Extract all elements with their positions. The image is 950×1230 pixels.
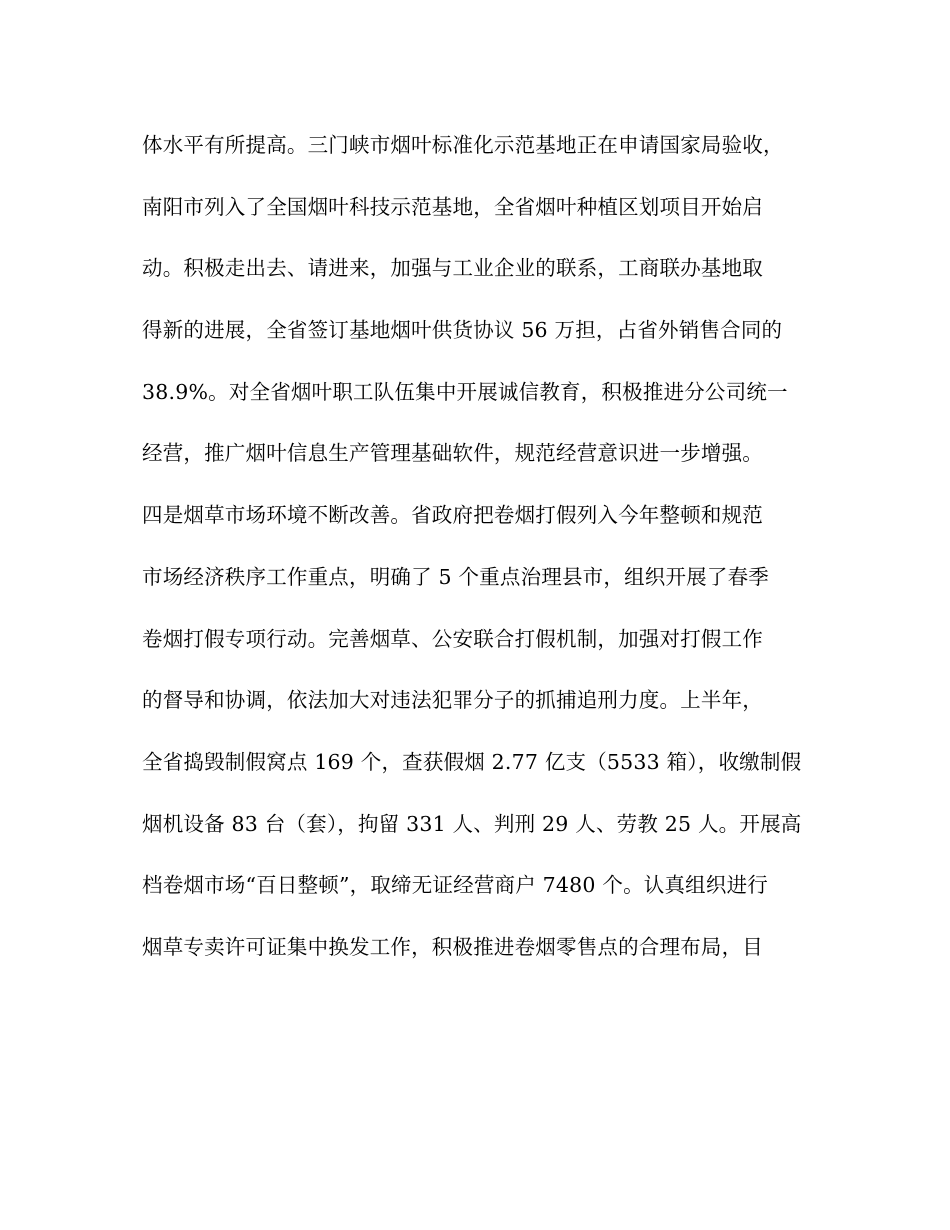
text-line: 体水平有所提高。三门峡市烟叶标准化示范基地正在申请国家局验收， — [142, 133, 784, 157]
text-line: 全省捣毁制假窝点 169 个，查获假烟 2.77 亿支（5533 箱），收缴制假 — [142, 749, 802, 774]
text-line: 的督导和协调，依法加大对违法犯罪分子的抓捕追刑力度。上半年， — [142, 688, 763, 713]
body-text — [142, 124, 822, 988]
text-line: 卷烟打假专项行动。完善烟草、公安联合打假机制，加强对打假工作 — [142, 626, 763, 651]
text-line: 动。积极走出去、请进来，加强与工业企业的联系，工商联办基地取 — [142, 256, 763, 281]
text-line: 38.9%。对全省烟叶职工队伍集中开展诚信教育，积极推进分公司统一 — [142, 379, 788, 404]
text-line: 南阳市列入了全国烟叶科技示范基地，全省烟叶种植区划项目开始启 — [142, 194, 763, 219]
text-line: 烟机设备 83 台（套），拘留 331 人、判刑 29 人、劳教 25 人。开展高 — [142, 811, 802, 836]
text-line: 档卷烟市场“百日整顿”，取缔无证经营商户 7480 个。认真组织进行 — [142, 873, 768, 898]
text-line: 烟草专卖许可证集中换发工作，积极推进卷烟零售点的合理布局，目 — [142, 934, 763, 959]
text-line: 市场经济秩序工作重点，明确了 5 个重点治理县市，组织开展了春季 — [142, 564, 769, 589]
text-line: 经营，推广烟叶信息生产管理基础软件，规范经营意识进一步增强。 — [142, 441, 763, 466]
text-line: 得新的进展，全省签订基地烟叶供货协议 56 万担，占省外销售合同的 — [142, 318, 783, 343]
text-line: 四是烟草市场环境不断改善。省政府把卷烟打假列入今年整顿和规范 — [142, 503, 763, 528]
